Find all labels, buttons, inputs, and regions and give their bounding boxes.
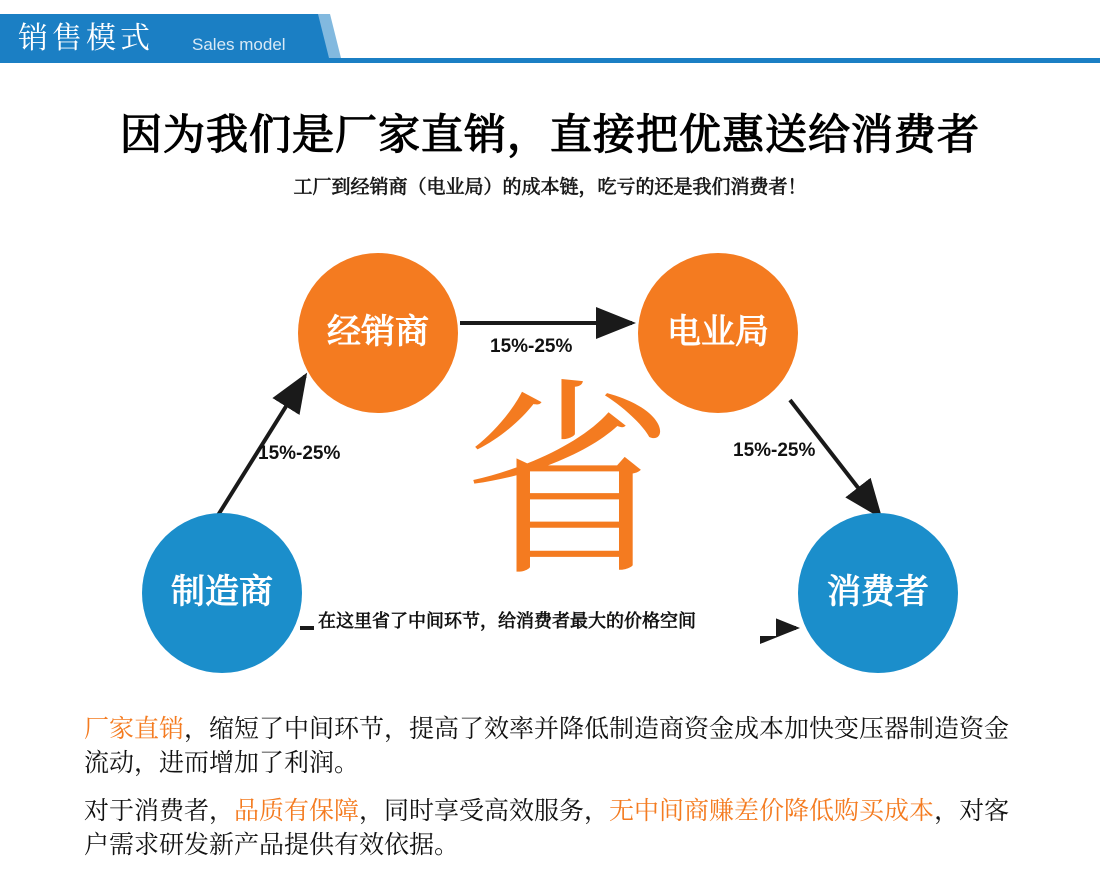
- page-header-banner: [0, 14, 1100, 66]
- footer-paragraph-2-b: ，同时享受高效服务，: [359, 797, 610, 825]
- node-consumer-label: 消费者: [827, 573, 929, 612]
- node-dealer[interactable]: [298, 253, 458, 413]
- node-dealer-label: 经销商: [327, 313, 429, 352]
- banner-underline: [0, 58, 1100, 63]
- node-utility-label: 电业局: [667, 313, 769, 352]
- footer-highlight-no-middleman: 无中间商赚差价降低购买成本: [609, 797, 935, 825]
- node-manufacturer-label: 制造商: [171, 573, 273, 612]
- page-subtitle: 工厂到经销商（电业局）的成本链，吃亏的还是我们消费者！: [293, 177, 807, 198]
- edge-label-maker-to-consumer: 在这里省了中间环节，给消费者最大的价格空间: [318, 611, 696, 631]
- edge-label-dealer-to-utility: 15%-25%: [490, 336, 573, 357]
- center-character-sheng: 省: [462, 360, 673, 605]
- footer-paragraph-1-rest: ，缩短了中间环节，提高了效率并降低制造商资金成本加快变压器制造资金流动，进而增加了利润。: [84, 715, 1010, 777]
- sales-flow-diagram: [0, 228, 1100, 688]
- footer-paragraph-2-c: ，对客户需求研发新产品提供有效依据。: [84, 797, 1010, 859]
- banner-title-en: Sales model: [192, 35, 286, 54]
- footer-highlight-quality: 品质有保障: [234, 797, 360, 825]
- edge-label-utility-to-consumer: 15%-25%: [733, 440, 816, 461]
- footer-paragraph-2-a: 对于消费者，: [84, 797, 235, 825]
- node-utility[interactable]: [638, 253, 798, 413]
- edge-label-maker-to-dealer: 15%-25%: [258, 443, 341, 464]
- page-title: 因为我们是厂家直销，直接把优惠送给消费者: [119, 110, 980, 159]
- node-manufacturer[interactable]: [142, 513, 302, 673]
- footer-highlight-direct-sales: 厂家直销: [84, 715, 185, 743]
- footer-description: [84, 712, 1024, 876]
- footer-paragraph-2: [84, 794, 1024, 862]
- footer-paragraph-1: [84, 712, 1024, 780]
- node-consumer[interactable]: [798, 513, 958, 673]
- banner-title-cn: 销售模式: [18, 22, 154, 55]
